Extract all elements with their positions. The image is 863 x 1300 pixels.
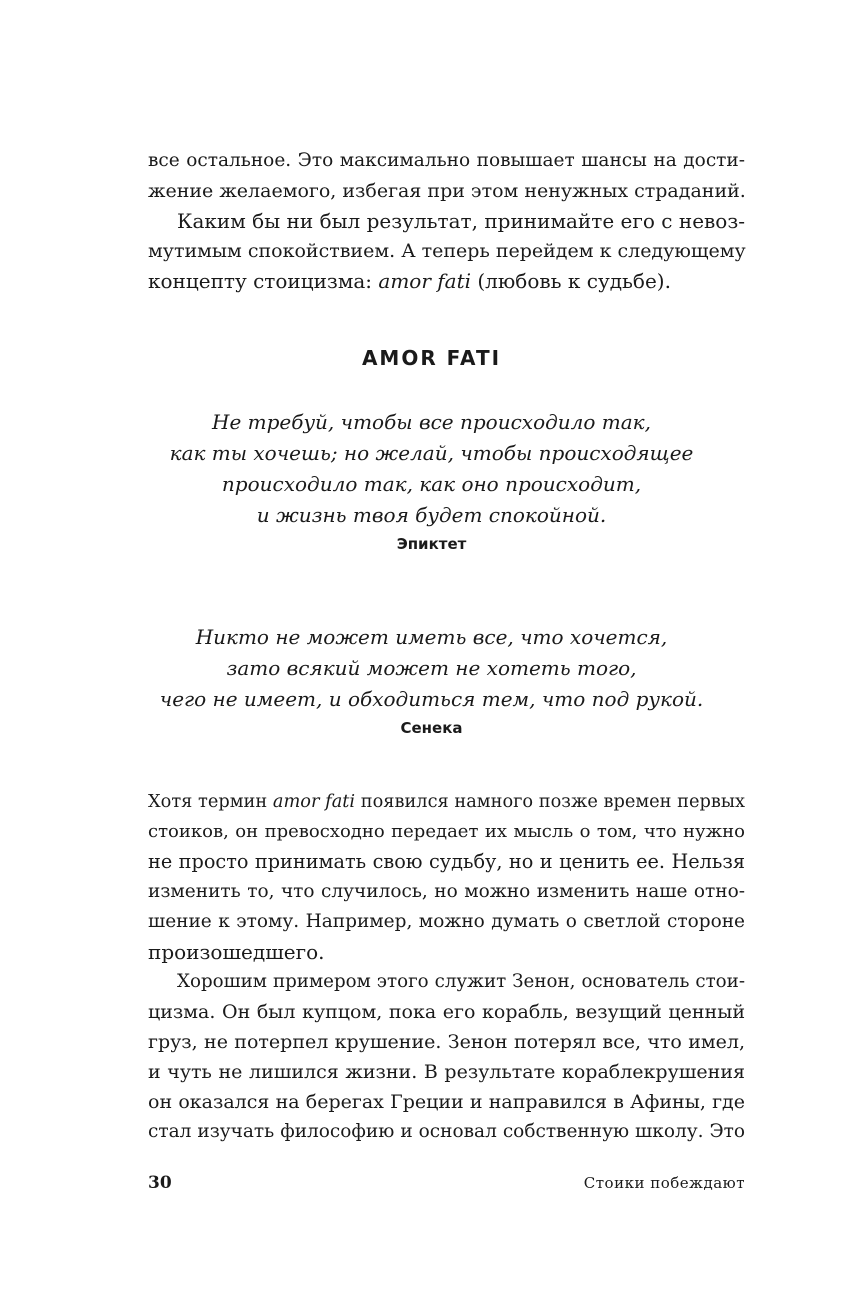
paragraph-line: изменить то, что случилось, но можно изменить наше отно- bbox=[148, 881, 745, 902]
quote-line: как ты хочешь; но желай, чтобы происходящее bbox=[169, 441, 694, 465]
paragraph-line: стоиков, он превосходно передает их мысль о том, что нужно bbox=[148, 821, 745, 842]
text-run: концепту стоицизма: bbox=[148, 269, 379, 293]
latin-term: amor fati bbox=[378, 269, 472, 293]
quote-author: Сенека bbox=[400, 719, 463, 737]
paragraph-line: шение к этому. Например, можно думать о светлой стороне bbox=[148, 911, 745, 932]
paragraph-line: жение желаемого, избегая при этом ненужных страданий. bbox=[148, 180, 746, 202]
quote-line: и жизнь твоя будет спокойной. bbox=[256, 503, 607, 527]
body-text bbox=[148, 787, 745, 1147]
page-footer bbox=[148, 1170, 745, 1196]
running-title: Стоики побеждают bbox=[583, 1174, 745, 1192]
epigraph-quote bbox=[0, 622, 863, 739]
paragraph-line: стал изучать философию и основал собственную школу. Это bbox=[148, 1121, 745, 1142]
intro-text bbox=[148, 146, 745, 296]
text-run: появился намного позже времен первых bbox=[355, 792, 746, 812]
paragraph-line: все остальное. Это максимально повышает шансы на дости- bbox=[148, 150, 745, 171]
latin-term: amor fati bbox=[272, 792, 356, 812]
quote-line: происходило так, как оно происходит, bbox=[221, 472, 642, 496]
paragraph-line: произошедшего. bbox=[148, 940, 325, 964]
paragraph-line bbox=[148, 787, 745, 817]
paragraph-line: Каким бы ни был результат, принимайте его с невоз- bbox=[177, 209, 745, 233]
epigraph-quote bbox=[0, 407, 863, 555]
text-run: (любовь к судьбе). bbox=[471, 269, 671, 293]
section-title: AMOR FATI bbox=[361, 346, 502, 370]
quote-line: чего не имеет, и обходиться тем, что под рукой. bbox=[159, 687, 704, 711]
quote-line: Не требуй, чтобы все происходило так, bbox=[212, 410, 651, 434]
paragraph-line: и чуть не лишился жизни. В результате кораблекрушения bbox=[148, 1061, 745, 1083]
quote-line: зато всякий может не хотеть того, bbox=[226, 656, 637, 680]
paragraph-line: Хорошим примером этого служит Зенон, основатель стои- bbox=[177, 971, 745, 992]
text-run: Хотя термин bbox=[148, 792, 273, 812]
page-number: 30 bbox=[148, 1173, 172, 1193]
quote-author: Эпиктет bbox=[396, 535, 467, 553]
paragraph-line: груз, не потерпел крушение. Зенон потерял все, что имел, bbox=[148, 1031, 745, 1053]
quote-line: Никто не может иметь все, что хочется, bbox=[195, 625, 668, 649]
paragraph-line: мутимым спокойствием. А теперь перейдем к следующему bbox=[148, 240, 746, 262]
paragraph-line: не просто принимать свою судьбу, но и ценить ее. Нельзя bbox=[148, 850, 745, 873]
paragraph-line: цизма. Он был купцом, пока его корабль, везущий ценный bbox=[148, 1001, 745, 1023]
paragraph-line: он оказался на берегах Греции и направился в Афины, где bbox=[148, 1091, 745, 1113]
paragraph-line bbox=[148, 266, 745, 296]
